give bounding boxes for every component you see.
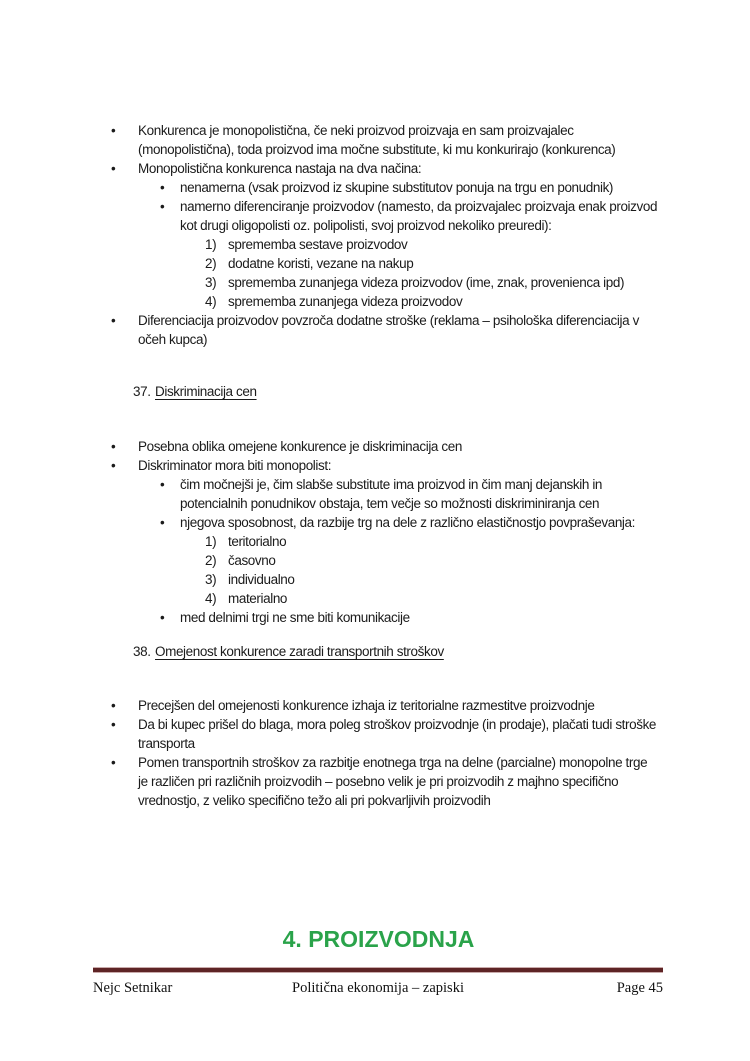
bullet-icon: •	[111, 123, 116, 138]
list-item	[93, 532, 664, 551]
text-line: dodatne koristi, vezane na nakup	[228, 256, 414, 271]
section-heading-37	[93, 382, 664, 401]
list-item-text	[138, 696, 664, 715]
list-item-text	[228, 273, 664, 292]
text-line: njegova sposobnost, da razbije trg na dele z različno elastičnostjo povpraševanja:	[180, 515, 635, 530]
text-line: nenamerna (vsak proizvod iz skupine substitutov ponuja na trgu en ponudnik)	[180, 180, 614, 195]
text-line: časovno	[228, 553, 276, 568]
text-line: kot drugi oligopolisti oz. polipolisti, svoj proizvod nekoliko preuredi):	[180, 218, 552, 233]
list-item-text	[228, 532, 664, 551]
footer-page-number: Page 45	[616, 980, 663, 996]
list-item	[93, 715, 664, 753]
text-line: sprememba zunanjega videza proizvodov (ime, znak, provenienca ipd)	[228, 275, 625, 290]
text-line: Diferenciacija proizvodov povzroča dodatne stroške (reklama – psihološka diferenciacija v	[138, 313, 639, 328]
text-line: teritorialno	[228, 534, 287, 549]
list-item-text	[228, 589, 664, 608]
text-line: čim močnejši je, čim slabše substitute ima proizvod in čim manj dejanskih in	[180, 477, 603, 492]
text-line: Posebna oblika omejene konkurence je diskriminacija cen	[138, 439, 462, 454]
text-line: Konkurenca je monopolistična, če neki proizvod proizvaja en sam proizvajalec	[138, 123, 574, 138]
text-line: sprememba sestave proizvodov	[228, 237, 408, 252]
footer-doc-title: Politična ekonomija – zapiski	[292, 980, 464, 996]
list-item	[93, 475, 664, 513]
list-item	[93, 513, 664, 532]
list-item	[93, 589, 664, 608]
list-item-text	[138, 456, 664, 475]
text-line: (monopolistična), toda proizvod ima močne substitute, ki mu konkurirajo (konkurenca)	[138, 142, 616, 157]
list-item	[93, 292, 664, 311]
list-item	[93, 608, 664, 627]
list-item	[93, 456, 664, 475]
bullet-icon: •	[111, 439, 116, 454]
text-line: sprememba zunanjega videza proizvodov	[228, 294, 463, 309]
text-line: Da bi kupec prišel do blaga, mora poleg stroškov proizvodnje (in prodaje), plačati tudi stroške	[138, 717, 657, 732]
list-item	[93, 437, 664, 456]
text-line: Diskriminator mora biti monopolist:	[138, 458, 332, 473]
list-number: 2)	[205, 256, 217, 271]
list-item	[93, 254, 664, 273]
bullet-icon: •	[111, 458, 116, 473]
text-line: namerno diferenciranje proizvodov (namesto, da proizvajalec proizvaja enak proizvod	[180, 199, 658, 214]
heading-number: 37.	[133, 384, 151, 399]
heading-number: 38.	[133, 644, 151, 659]
footer-rule	[93, 967, 663, 973]
bullet-icon: •	[160, 477, 165, 492]
list-item	[93, 570, 664, 589]
list-item-text	[138, 715, 664, 753]
list-number: 1)	[205, 237, 217, 252]
text-line: potencialnih ponudnikov obstaja, tem večje so možnosti diskriminiranja cen	[180, 496, 600, 511]
page-footer	[93, 967, 663, 998]
section-38-body	[93, 696, 664, 810]
footer-row	[93, 978, 663, 998]
list-item-text	[228, 292, 664, 311]
section-heading-38	[93, 642, 664, 661]
list-item-text	[138, 159, 664, 178]
list-item-text	[180, 608, 664, 627]
bullet-icon: •	[111, 717, 116, 732]
list-item-text	[180, 513, 664, 532]
list-item	[93, 235, 664, 254]
text-line: transporta	[138, 736, 195, 751]
list-number: 4)	[205, 591, 217, 606]
list-item-text	[138, 753, 664, 810]
list-number: 3)	[205, 275, 217, 290]
heading-title: Diskriminacija cen	[155, 384, 257, 399]
list-item	[93, 121, 664, 159]
list-item-text	[228, 235, 664, 254]
text-line: individualno	[228, 572, 295, 587]
list-item	[93, 551, 664, 570]
list-item-text	[228, 551, 664, 570]
list-item	[93, 159, 664, 178]
text-line: med delnimi trgi ne sme biti komunikacije	[180, 610, 410, 625]
bullet-icon: •	[160, 515, 165, 530]
list-item-text	[228, 254, 664, 273]
text-line: Precejšen del omejenosti konkurence izhaja iz teritorialne razmestitve proizvodnje	[138, 698, 595, 713]
list-item	[93, 696, 664, 715]
list-item	[93, 753, 664, 810]
chapter-heading: 4. PROIZVODNJA	[282, 926, 475, 952]
text-line: je različen pri različnih proizvodih – posebno velik je pri proizvodih z majhno specifično	[138, 774, 619, 789]
list-number: 2)	[205, 553, 217, 568]
list-item-text	[228, 570, 664, 589]
list-number: 1)	[205, 534, 217, 549]
bullet-icon: •	[111, 698, 116, 713]
list-item-text	[138, 121, 664, 159]
text-line: materialno	[228, 591, 288, 606]
section-37-body	[93, 437, 664, 627]
bullet-icon: •	[160, 199, 165, 214]
list-item	[93, 311, 664, 349]
bullet-icon: •	[111, 755, 116, 770]
bullet-icon: •	[111, 313, 116, 328]
list-number: 4)	[205, 294, 217, 309]
list-item-text	[180, 178, 664, 197]
list-item	[93, 178, 664, 197]
bullet-icon: •	[160, 180, 165, 195]
text-line: očeh kupca)	[138, 332, 208, 347]
list-item	[93, 197, 664, 235]
list-item-text	[138, 311, 664, 349]
list-number: 3)	[205, 572, 217, 587]
list-item-text	[138, 437, 664, 456]
list-item-text	[180, 197, 664, 235]
list-item-text	[180, 475, 664, 513]
bullet-icon: •	[160, 610, 165, 625]
text-line: Pomen transportnih stroškov za razbitje enotnega trga na delne (parcialne) monopolne trge	[138, 755, 648, 770]
bullet-icon: •	[111, 161, 116, 176]
text-line: vrednostjo, z veliko specifično težo ali pri pokvarljivih proizvodih	[138, 793, 491, 808]
list-item	[93, 273, 664, 292]
footer-author: Nejc Setnikar	[93, 980, 173, 996]
heading-title: Omejenost konkurence zaradi transportnih stroškov	[155, 644, 444, 659]
text-line: Monopolistična konkurenca nastaja na dva načina:	[138, 161, 422, 176]
